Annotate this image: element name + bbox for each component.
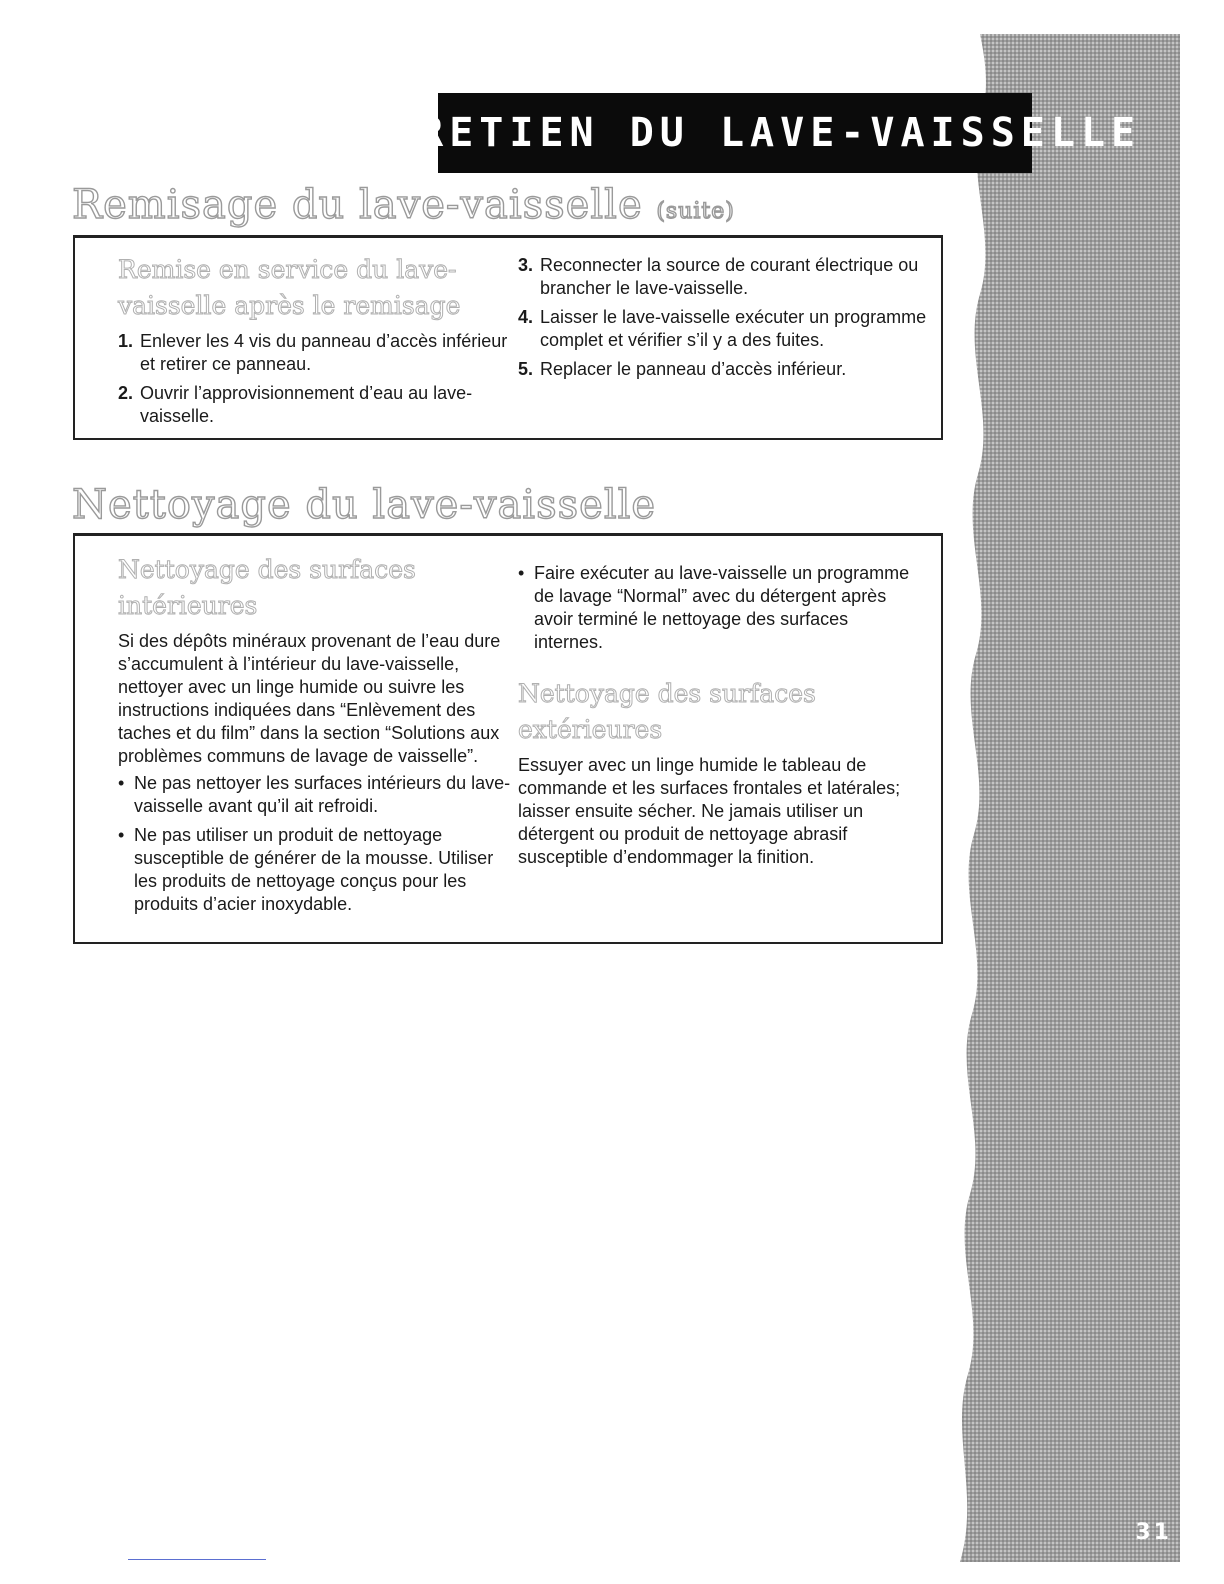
storage-step: 1. Enlever les 4 vis du panneau d’accès inférieur et retirer ce panneau. [118,331,508,374]
page-number: 31 [1135,1520,1172,1545]
section-title-storage-text: Remisage du lave-vaisselle [72,182,643,228]
storage-steps-right [518,254,930,381]
exterior-subheading: Nettoyage des surfaces extérieures [518,679,816,744]
side-decorative-band [940,34,1180,1562]
interior-bullets-right [518,562,918,654]
bullet-item: • Faire exécuter au lave-vaisselle un programme de lavage “Normal” avec du détergent après avoir terminé le nettoyage des surfaces internes. [518,562,918,654]
bullet-item: • Ne pas nettoyer les surfaces intérieurs du lave-vaisselle avant qu’il ait refroidi. [118,772,518,818]
exterior-paragraph: Essuyer avec un linge humide le tableau de commande et les surfaces frontales et latérales; laisser ensuite sécher. Ne jamais utiliser un détergent ou produit de nettoyage abrasif susceptible d’endommager la finition. [518,755,901,867]
header-banner [328,93,1142,173]
section-title-storage [72,182,735,228]
storage-steps-left [118,330,518,428]
section-title-storage-suffix: (suite) [656,199,735,224]
bullet-item: • Ne pas utiliser un produit de nettoyage susceptible de générer de la mousse. Utiliser les produits de nettoyage conçus pour les produits d’acier inoxydable. [118,824,518,916]
wavy-band-shape [940,34,1180,1562]
interior-subheading: Nettoyage des surfaces intérieures [118,555,416,620]
storage-step: 2. Ouvrir l’approvisionnement d’eau au lave-vaisselle. [118,383,473,426]
interior-bullets-left [118,772,518,916]
storage-left-column [118,252,518,434]
interior-paragraph: Si des dépôts minéraux provenant de l’eau dure s’accumulent à l’intérieur du lave-vaisselle, nettoyer avec un linge humide ou suivre les instructions indiquées dans “Enlèvement des taches et du film” dans la section “Solutions aux problèmes communs de lavage de vaisselle”. [118,631,501,766]
section-title-cleaning: Nettoyage du lave-vaisselle [72,482,657,528]
storage-box [73,235,943,440]
storage-step: 3. Reconnecter la source de courant électrique ou brancher le lave-vaisselle. [518,255,919,298]
cleaning-left-column [118,552,518,922]
cleaning-box [73,533,943,944]
storage-step: 5. Replacer le panneau d’accès inférieur. [518,359,847,379]
cleaning-right-column [518,562,918,873]
header-title: ENTRETIEN DU LAVE-VAISSELLE [328,110,1142,156]
storage-subheading: Remise en service du lave-vaisselle après le remisage [118,255,461,320]
storage-step: 4. Laisser le lave-vaisselle exécuter un programme complet et vérifier s’il y a des fuites. [518,307,927,350]
footer-rule [128,1559,266,1560]
storage-right-column [518,254,930,387]
